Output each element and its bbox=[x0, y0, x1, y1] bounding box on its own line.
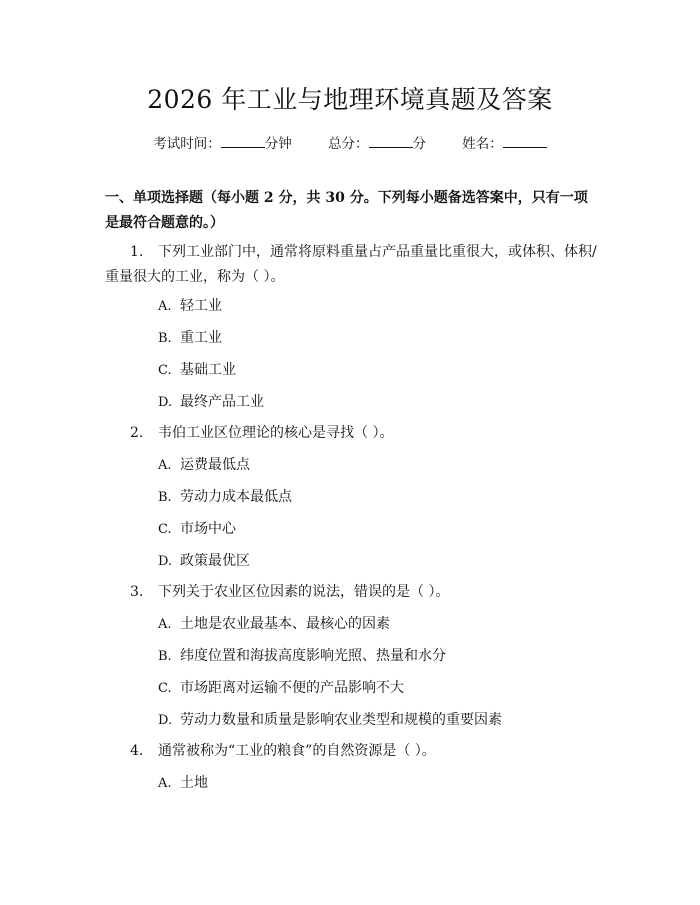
option-letter: A. bbox=[158, 776, 172, 791]
option-2d bbox=[158, 551, 250, 572]
option-1b bbox=[158, 328, 222, 349]
option-1d bbox=[158, 392, 264, 413]
option-1a bbox=[158, 296, 222, 317]
option-2c bbox=[158, 519, 236, 540]
name-label: 姓名： bbox=[462, 136, 503, 152]
option-2b bbox=[158, 487, 292, 508]
exam-time-unit: 分钟 bbox=[264, 136, 292, 152]
option-letter: D. bbox=[158, 395, 173, 410]
page-title: 2026 年工业与地理环境真题及答案 bbox=[147, 85, 553, 114]
option-letter: A. bbox=[158, 458, 172, 473]
option-letter: A. bbox=[158, 617, 172, 632]
option-letter: D. bbox=[158, 713, 173, 728]
option-text: 劳动力数量和质量是影响农业类型和规模的重要因素 bbox=[180, 712, 502, 728]
total-score-field bbox=[328, 136, 430, 152]
question-number: 3. bbox=[130, 584, 144, 600]
option-text: 市场距离对运输不便的产品影响不大 bbox=[180, 680, 404, 696]
option-letter: C. bbox=[158, 522, 172, 537]
question-text: 通常被称为“工业的粮食”的自然资源是（ ）。 bbox=[158, 743, 436, 759]
question-text: 韦伯工业区位理论的核心是寻找（ ）。 bbox=[158, 425, 394, 441]
question-number: 2. bbox=[130, 425, 144, 441]
question-3 bbox=[105, 580, 600, 605]
name-field bbox=[462, 136, 547, 152]
option-letter: D. bbox=[158, 554, 173, 569]
question-number: 1. bbox=[130, 244, 144, 260]
option-2a bbox=[158, 455, 250, 476]
option-text: 土地 bbox=[180, 775, 208, 791]
option-1c bbox=[158, 360, 236, 381]
option-3a bbox=[158, 614, 390, 635]
option-3b bbox=[158, 646, 446, 667]
option-text: 轻工业 bbox=[180, 298, 222, 314]
option-text: 纬度位置和海拔高度影响光照、热量和水分 bbox=[180, 648, 446, 664]
total-score-blank bbox=[369, 146, 413, 148]
option-text: 重工业 bbox=[180, 330, 222, 346]
exam-time-field bbox=[153, 136, 296, 152]
question-text: 下列关于农业区位因素的说法，错误的是（ ）。 bbox=[158, 584, 450, 600]
option-letter: B. bbox=[158, 490, 172, 505]
section-heading: 一、单项选择题（每小题 2 分，共 30 分。下列每小题备选答案中，只有一项是最符合题意的。） bbox=[105, 190, 588, 231]
option-text: 劳动力成本最低点 bbox=[180, 489, 292, 505]
option-letter: B. bbox=[158, 649, 172, 664]
question-4 bbox=[105, 739, 600, 764]
option-text: 基础工业 bbox=[180, 362, 236, 378]
option-letter: B. bbox=[158, 331, 172, 346]
option-text: 运费最低点 bbox=[180, 457, 250, 473]
question-1 bbox=[105, 240, 600, 290]
total-score-unit: 分 bbox=[412, 136, 426, 152]
question-number: 4. bbox=[130, 743, 144, 759]
option-text: 土地是农业最基本、最核心的因素 bbox=[180, 616, 390, 632]
exam-info-line bbox=[0, 132, 700, 152]
exam-time-blank bbox=[221, 146, 265, 148]
option-text: 政策最优区 bbox=[180, 553, 250, 569]
exam-time-label: 考试时间： bbox=[153, 136, 221, 152]
option-letter: C. bbox=[158, 363, 172, 378]
option-3c bbox=[158, 678, 404, 699]
question-2 bbox=[105, 421, 600, 446]
option-4a bbox=[158, 773, 208, 794]
option-text: 市场中心 bbox=[180, 521, 236, 537]
option-letter: A. bbox=[158, 299, 172, 314]
option-text: 最终产品工业 bbox=[180, 394, 264, 410]
total-score-label: 总分： bbox=[328, 136, 369, 152]
question-text: 下列工业部门中，通常将原料重量占产品重量比重很大，或体积、体积/重量很大的工业，称为（ ）。 bbox=[105, 244, 597, 285]
option-3d bbox=[158, 710, 502, 731]
name-blank bbox=[503, 146, 547, 148]
option-letter: C. bbox=[158, 681, 172, 696]
